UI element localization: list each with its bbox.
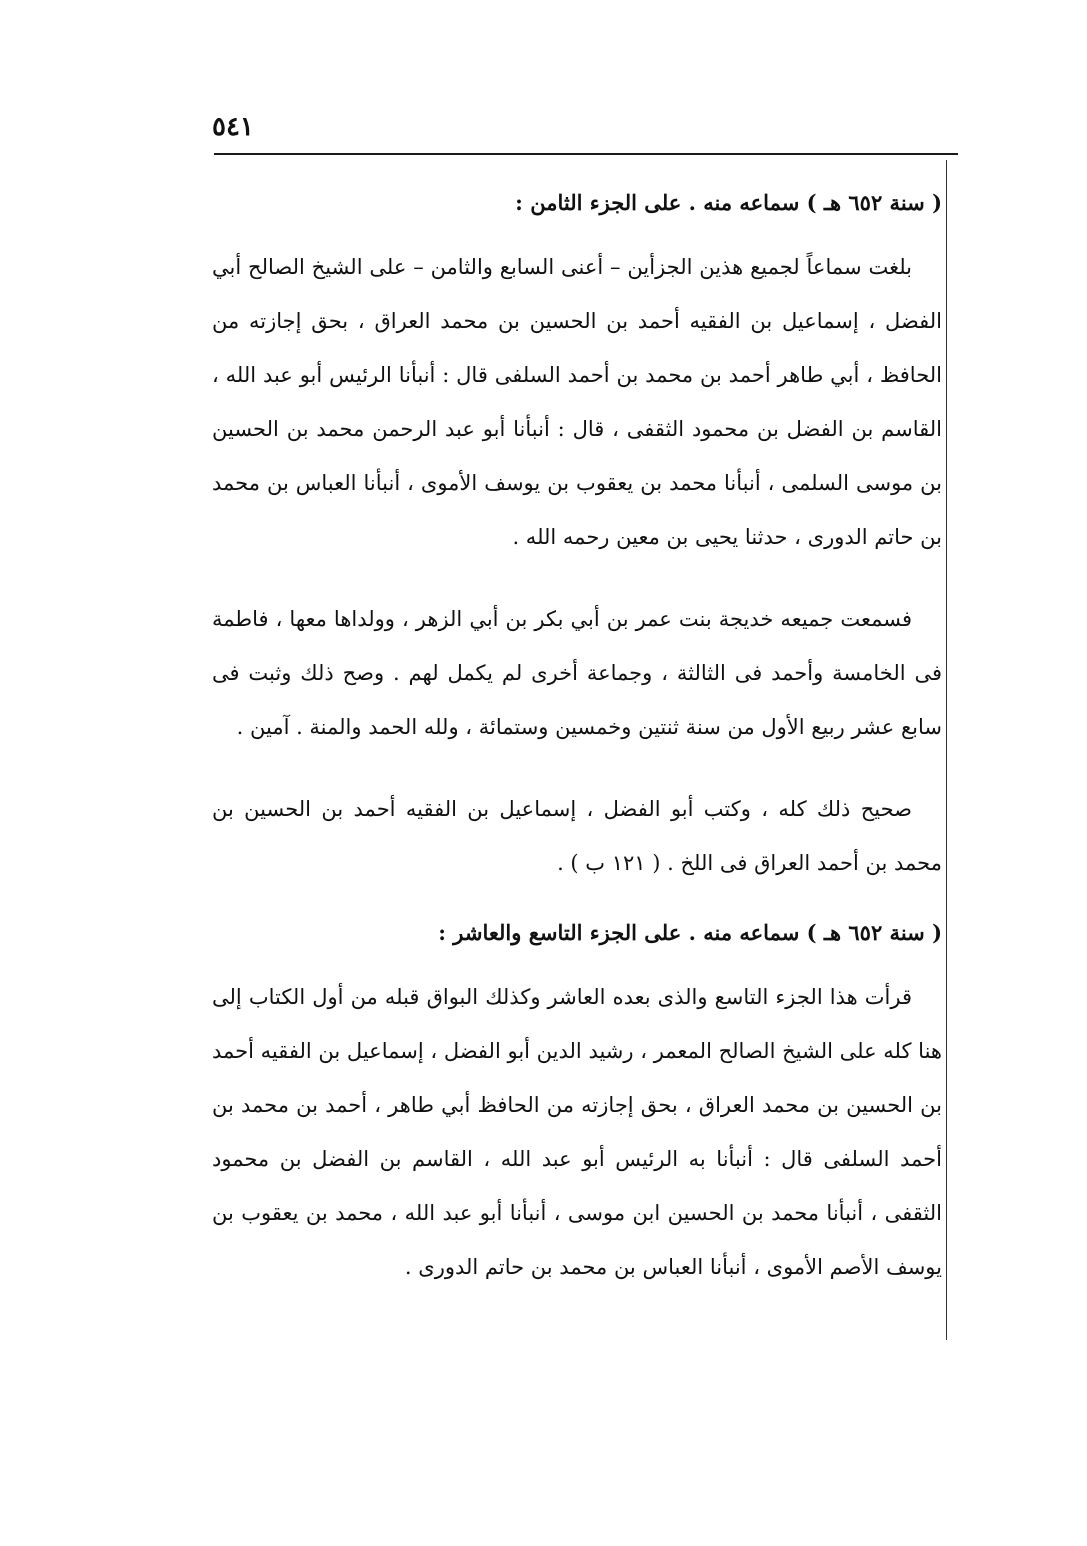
section-heading: ( سنة ٦٥٢ هـ ) سماعه منه . على الجزء الثامن : <box>515 190 942 215</box>
paragraph: فسمعت جميعه خديجة بنت عمر بن أبي بكر بن أبي الزهر ، وولداها معها ، فاطمة فى الخامسة وأحمد فى الثالثة ، وجماعة أخرى لم يكمل لهم . وصح ذلك وثبت فى سابع عشر ربيع الأول من سنة ثنتين وخمسين وستمائة ، ولله الحمد والمنة . آمين . <box>212 607 942 739</box>
margin-rule <box>946 160 947 1340</box>
section-ninth-tenth-part <box>212 918 942 1294</box>
header-rule <box>214 153 958 155</box>
page-number: ٥٤١ <box>212 112 254 142</box>
page-content <box>212 188 942 1322</box>
section-eighth-part <box>212 188 942 890</box>
section-heading: ( سنة ٦٥٢ هـ ) سماعه منه . على الجزء التاسع والعاشر : <box>438 920 942 945</box>
paragraph: قرأت هذا الجزء التاسع والذى بعده العاشر وكذلك البواق قبله من أول الكتاب إلى هنا كله على الشيخ الصالح المعمر ، رشيد الدين أبو الفضل ، إسماعيل بن الفقيه أحمد بن الحسين بن محمد العراق ، بحق إجازته من الحافظ أبي طاهر ، أحمد بن محمد بن أحمد السلفى قال : أنبأنا به الرئيس أبو عبد الله ، القاسم بن الفضل بن محمود الثقفى ، أنبأنا محمد بن الحسين ابن موسى ، أنبأنا أبو عبد الله ، محمد بن يعقوب بن يوسف الأصم الأموى ، أنبأنا العباس بن محمد بن حاتم الدورى . <box>212 985 942 1279</box>
paragraph: صحيح ذلك كله ، وكتب أبو الفضل ، إسماعيل بن الفقيه أحمد بن الحسين بن محمد بن أحمد العراق فى اللخ . ( ١٢١ ب ) . <box>212 797 942 875</box>
paragraph: بلغت سماعاً لجميع هذين الجزأين – أعنى السابع والثامن – على الشيخ الصالح أبي الفضل ، إسماعيل بن الفقيه أحمد بن الحسين بن محمد العراق ، بحق إجازته من الحافظ ، أبي طاهر أحمد بن محمد بن أحمد السلفى قال : أنبأنا الرئيس أبو عبد الله ، القاسم بن الفضل بن محمود الثقفى ، قال : أنبأنا أبو عبد الرحمن محمد بن الحسين بن موسى السلمى ، أنبأنا محمد بن يعقوب بن يوسف الأموى ، أنبأنا العباس بن محمد بن حاتم الدورى ، حدثنا يحيى بن معين رحمه الله . <box>212 255 942 549</box>
